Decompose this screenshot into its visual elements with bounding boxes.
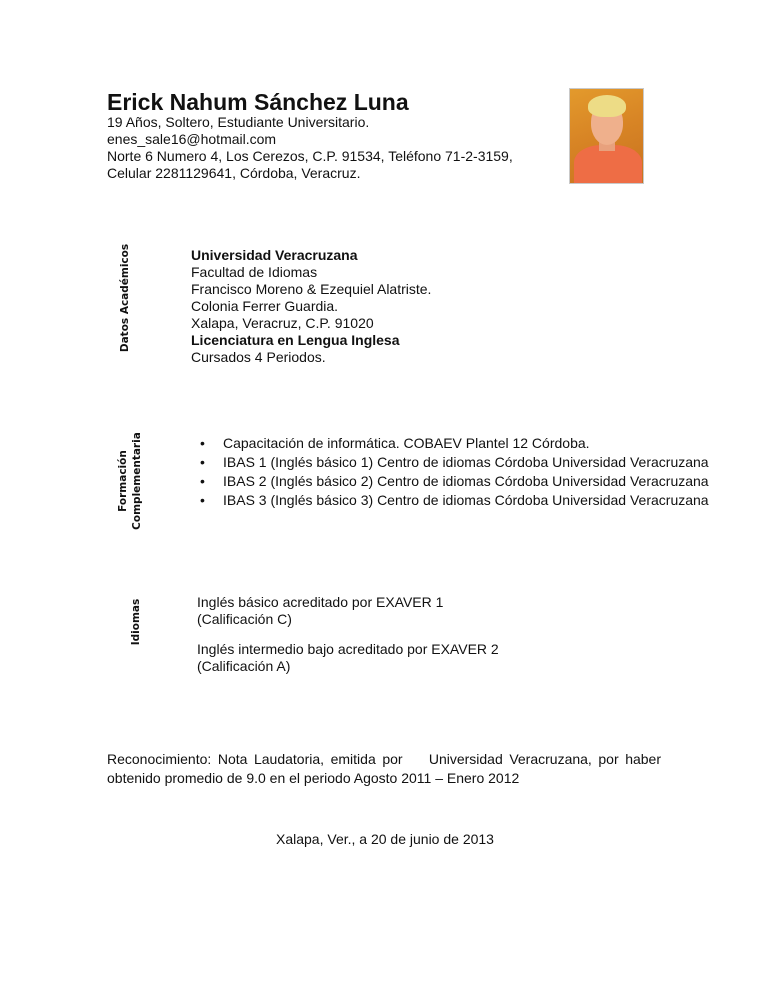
bullet-icon: •	[200, 492, 205, 508]
email-text: enes_sale16@hotmail.com	[107, 131, 277, 147]
list-item: • Capacitación de informática. COBAEV Plantel 12 Córdoba.	[200, 435, 590, 451]
degree-name: Licenciatura en Lengua Inglesa	[191, 332, 400, 348]
bullet-icon: •	[200, 435, 205, 451]
bullet-icon: •	[200, 454, 205, 470]
degree-status: Cursados 4 Periodos.	[191, 349, 326, 365]
cellphone-text: Celular 2281129641, Córdoba, Veracruz.	[107, 165, 361, 181]
list-item: • IBAS 1 (Inglés básico 1) Centro de idiomas Córdoba Universidad Veracruzana	[200, 454, 709, 470]
formacion-list	[197, 434, 709, 510]
section-label-formacion-complementaria: Formación Complementaria	[117, 432, 143, 530]
contact-info	[107, 114, 513, 182]
recognition-paragraph: Reconocimiento: Nota Laudatoria, emitida por Universidad Veracruzana, por haber obtenido promedio de 9.0 en el periodo Agosto 2011 – Enero 2012	[107, 751, 661, 786]
language-item: Inglés básico acreditado por EXAVER 1 (Calificación C)	[197, 594, 444, 627]
date-line: Xalapa, Ver., a 20 de junio de 2013	[276, 831, 494, 847]
faculty-colony: Colonia Ferrer Guardia.	[191, 298, 339, 314]
bullet-icon: •	[200, 473, 205, 489]
language-item: Inglés intermedio bajo acreditado por EXAVER 2 (Calificación A)	[197, 641, 499, 674]
list-item: • IBAS 2 (Inglés básico 2) Centro de idiomas Córdoba Universidad Veracruzana	[200, 473, 709, 489]
academic-details	[191, 247, 431, 366]
section-label-datos-academicos: Datos Académicos	[119, 243, 131, 353]
university-name: Universidad Veracruzana	[191, 247, 358, 263]
faculty-street: Francisco Moreno & Ezequiel Alatriste.	[191, 281, 432, 297]
faculty-city: Xalapa, Veracruz, C.P. 91020	[191, 315, 374, 331]
applicant-name: Erick Nahum Sánchez Luna	[107, 89, 409, 115]
faculty-name: Facultad de Idiomas	[191, 264, 318, 280]
personal-details: 19 Años, Soltero, Estudiante Universitario.	[107, 114, 370, 130]
address-text: Norte 6 Numero 4, Los Cerezos, C.P. 91534, Teléfono 71-2-3159,	[107, 148, 513, 164]
section-label-idiomas: Idiomas	[130, 598, 142, 646]
profile-photo	[569, 88, 644, 184]
list-item: • IBAS 3 (Inglés básico 3) Centro de idiomas Córdoba Universidad Veracruzana	[200, 492, 709, 508]
